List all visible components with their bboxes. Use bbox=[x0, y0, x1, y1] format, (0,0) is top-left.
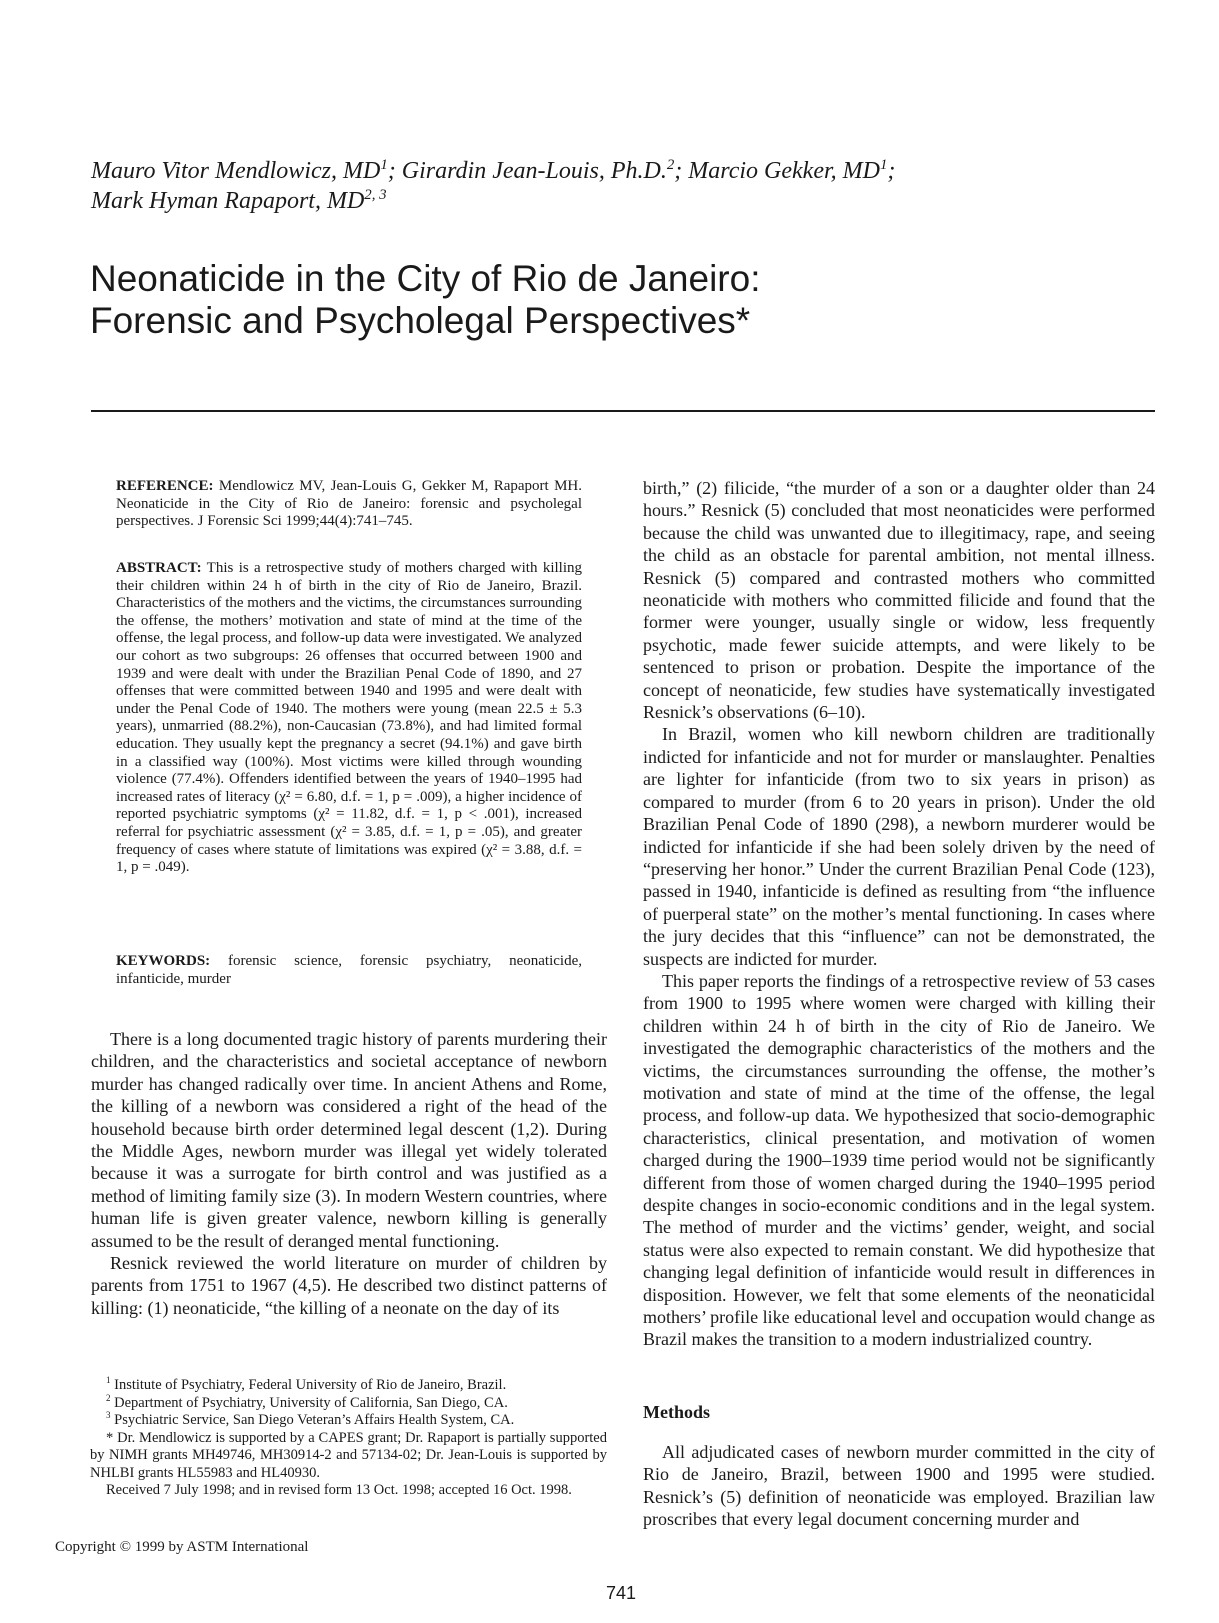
footnote-text: Psychiatric Service, San Diego Veteran’s Affairs Health System, CA. bbox=[114, 1412, 515, 1428]
title-line-2: Forensic and Psycholegal Perspectives* bbox=[90, 300, 751, 341]
footnote bbox=[90, 1412, 607, 1430]
author-name: Mauro Vitor Mendlowicz, MD bbox=[91, 158, 381, 184]
keywords-text: forensic science, forensic psychiatry, neonaticide, infanticide, murder bbox=[116, 953, 583, 987]
section-heading-methods: Methods bbox=[643, 1402, 710, 1422]
footnotes bbox=[90, 1377, 607, 1500]
footnote-marker: 2 bbox=[106, 1392, 111, 1403]
footnote-text: Institute of Psychiatry, Federal University of Rio de Janeiro, Brazil. bbox=[114, 1377, 507, 1393]
methods-body bbox=[643, 1441, 1155, 1531]
abstract-label: ABSTRACT: bbox=[116, 560, 202, 576]
affiliation-marker: 1 bbox=[380, 157, 388, 173]
received-dates: Received 7 July 1998; and in revised form 13 Oct. 1998; accepted 16 Oct. 1998. bbox=[106, 1482, 572, 1498]
author-separator: ; bbox=[887, 158, 896, 184]
body-paragraph: There is a long documented tragic history of parents murdering their children, and the characteristics and societal acceptance of newborn murder has changed radically over time. In ancient Athens and Rome, the killing of a newborn was considered a right of the head of the household because birth order determined legal descent (1,2). During the Middle Ages, newborn murder was illegal yet widely tolerated because it was a surrogate for birth control and was justified as a method of limiting family size (3). In modern Western countries, where human life is given greater valence, newborn killing is generally assumed to be the result of deranged mental functioning. bbox=[91, 1029, 607, 1251]
abstract-block bbox=[116, 560, 582, 877]
body-paragraph: In Brazil, women who kill newborn children are traditionally indicted for infanticide and not for murder or manslaughter. Penalties are lighter for infanticide (from two to six years in prison) as compared to murder (from 6 to 20 years in prison). Under the old Brazilian Penal Code of 1890 (298), a newborn murderer would be indicted for infanticide if she had been solely driven by the need of “preserving her honor.” Under the current Brazilian Penal Code (123), passed in 1940, infanticide is defined as resulting from “the influence of puerperal state” on the mother’s mental functioning. In cases where the jury decides that this “influence” can not be demonstrated, the suspects are indicted for murder. bbox=[643, 724, 1155, 969]
footnote bbox=[90, 1392, 607, 1413]
title-line-1: Neonaticide in the City of Rio de Janeiro: bbox=[90, 258, 761, 299]
reference-block bbox=[116, 478, 582, 531]
footnote-text: Department of Psychiatry, University of California, San Diego, CA. bbox=[114, 1394, 508, 1411]
left-column-body bbox=[91, 1028, 607, 1319]
footnote-marker: 1 bbox=[106, 1375, 111, 1386]
author-name: Mark Hyman Rapaport, MD bbox=[91, 188, 365, 214]
author-name: ; Girardin Jean-Louis, Ph.D. bbox=[387, 158, 667, 184]
page-number: 741 bbox=[606, 1583, 637, 1603]
body-paragraph: All adjudicated cases of newborn murder committed in the city of Rio de Janeiro, Brazil, between 1900 and 1995 were studied. Resnick’s (5) definition of neonaticide was employed. Brazilian law proscribes that every legal document concerning murder and bbox=[643, 1442, 1155, 1530]
reference-text: Mendlowicz MV, Jean-Louis G, Gekker M, Rapaport MH. Neonaticide in the City of Rio de Janeiro: forensic and psycholegal perspectives. J Forensic Sci 1999;44(4):741–745. bbox=[116, 478, 582, 530]
footnote-marker: 3 bbox=[106, 1410, 111, 1421]
affiliation-marker: 2, 3 bbox=[364, 187, 387, 203]
title-divider bbox=[91, 410, 1155, 412]
body-paragraph: This paper reports the findings of a retrospective review of 53 cases from 1900 to 1995 where women were charged with killing their children within 24 h of birth in the city of Rio de Janeiro. We investigated the demographic characteristics of the mothers and the victims, the circumstances surrounding the offense, the mother’s motivation and state of mind at the time of the offense, the legal process, and follow-up data. We hypothesized that socio-demographic characteristics, clinical presentation, and motivation of women charged during the 1900–1939 time period would not be significantly different from those of women charged during the 1940–1995 period despite changes in socio-economic conditions and in the legal system. The method of murder and the victims’ gender, weight, and social status were also expected to remain constant. We did hypothesize that changing legal definition of infanticide would result in differences in disposition. However, we felt that some elements of the neonaticidal mothers’ profile like educational level and occupation would change as Brazil makes the transition to a modern industrialized country. bbox=[643, 970, 1155, 1350]
keywords-block bbox=[116, 953, 582, 988]
footnote bbox=[90, 1377, 607, 1395]
paper-title bbox=[90, 258, 1150, 342]
abstract-text: This is a retrospective study of mothers charged with killing their children within 24 h of birth in the city of Rio de Janeiro, Brazil. Characteristics of the mothers and the victims, the circumstances surrounding the offense, the mothers’ motivation and state of mind at the time of the offense, the legal process, and follow-up data were investigated. We analyzed our cohort as two subgroups: 26 offenses that occurred between 1900 and 1939 and were dealt with under the Brazilian Penal Code of 1890, and 27 offenses that were committed between 1940 and 1995 and were dealt with under the Penal Code of 1940. The mothers were young (mean 22.5 ± 5.3 years), unmarried (88.2%), non-Caucasian (73.8%), and had limited formal education. They usually kept the pregnancy a secret (94.1%) and gave birth in a classified way (100%). Most victims were killed through wounding violence (77.4%). Offenders identified between the years of 1940–1995 had increased rates of literacy (χ² = 6.80, d.f. = 1, p = .009), a higher incidence of reported psychiatric symptoms (χ² = 11.82, d.f. = 1, p < .001), increased referral for psychiatric assessment (χ² = 3.85, d.f. = 1, p = .05), and greater frequency of cases where statute of limitations was expired (χ² = 3.88, d.f. = 1, p = .049). bbox=[116, 560, 583, 876]
author-name: ; Marcio Gekker, MD bbox=[674, 158, 880, 184]
reference-label: REFERENCE: bbox=[116, 478, 214, 494]
affiliation-marker: 2 bbox=[666, 157, 675, 173]
keywords-label: KEYWORDS: bbox=[116, 953, 211, 969]
affiliation-marker: 1 bbox=[879, 157, 888, 173]
body-paragraph: Resnick reviewed the world literature on murder of children by parents from 1751 to 1967 (4,5). He described two distinct patterns of killing: (1) neonaticide, “the killing of a neonate on the day of its bbox=[91, 1253, 607, 1318]
funding-note: * Dr. Mendlowicz is supported by a CAPES grant; Dr. Rapaport is partially supported by NIMH grants MH49746, MH30914-2 and 57134-02; Dr. Jean-Louis is supported by NHLBI grants HL55983 and HL40930. bbox=[90, 1429, 607, 1481]
body-paragraph: birth,” (2) filicide, “the murder of a son or a daughter older than 24 hours.” Resnick (5) concluded that most neonaticides were performed because the child was unwanted due to illegitimacy, rape, and seeing the child as an obstacle for parental ambition, not mental illness. Resnick (5) compared and contrasted mothers who committed neonaticide with mothers who committed filicide and found that the former were younger, usually single or widow, less frequently psychotic, made fewer suicide attempts, and were likely to be sentenced to prison or probation. Despite the importance of the concept of neonaticide, few studies have systematically investigated Resnick’s observations (6–10). bbox=[643, 478, 1155, 723]
author-list bbox=[91, 156, 1151, 216]
right-column-body bbox=[643, 477, 1155, 1351]
copyright-notice: Copyright © 1999 by ASTM International bbox=[55, 1539, 309, 1555]
